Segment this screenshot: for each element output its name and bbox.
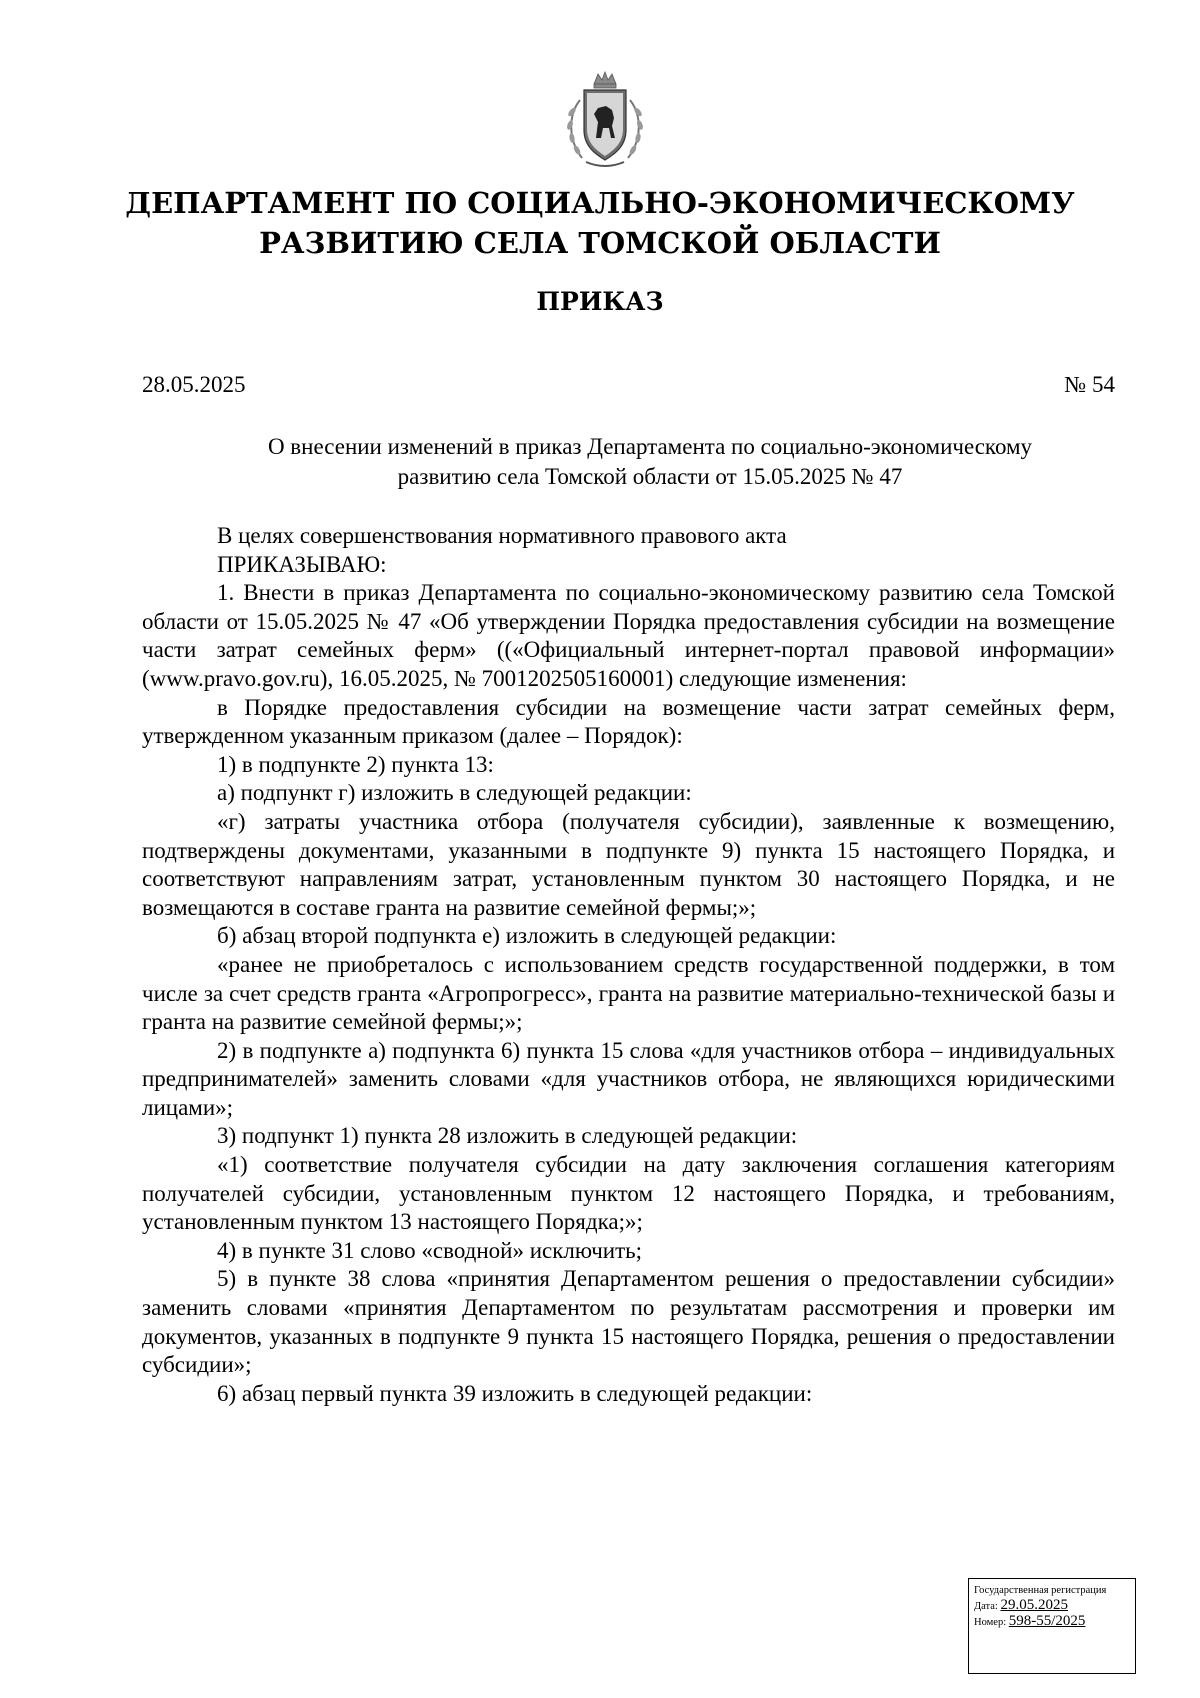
paragraph-subitem-6: 6) абзац первый пункта 39 изложить в следующей редакции: <box>217 1380 813 1406</box>
paragraph-order-word: ПРИКАЗЫВАЮ: <box>217 551 387 577</box>
paragraph-subitem-1: 1) в подпункте 2) пункта 13: <box>217 751 494 777</box>
organization-title-line-1: ДЕПАРТАМЕНТ ПО СОЦИАЛЬНО-ЭКОНОМИЧЕСКОМУ <box>125 186 1075 220</box>
paragraph-quote-compliance: «1) соответствие получателя субсидии на дату заключения соглашения категориям получателей субсидии, установленным пунктом 12 настоящего Порядка, и требованиям, установленным пунктом 13 настоящего Порядка;»; <box>142 1152 1115 1235</box>
coat-of-arms-emblem <box>560 70 650 172</box>
order-body <box>142 522 1115 1408</box>
stamp-number-value: 598-55/2025 <box>1008 1613 1086 1629</box>
organization-title-line-2: РАЗВИТИЮ СЕЛА ТОМСКОЙ ОБЛАСТИ <box>259 226 941 260</box>
stamp-number-label: Номер: <box>974 1617 1007 1628</box>
paragraph-subitem-5: 5) в пункте 38 слова «принятия Департаментом решения о предоставлении субсидии» заменить словами «принятия Департаментом по результатам рассмотрения и проверки им документов, указанных в подпункте 9 пункта 15 настоящего Порядка, решения о предоставлении субсидии»; <box>142 1266 1115 1378</box>
stamp-title: Государственная регистрация <box>974 1585 1107 1596</box>
paragraph-subitem-1b: б) абзац второй подпункта е) изложить в следующей редакции: <box>217 923 837 949</box>
organization-title <box>100 183 1100 263</box>
stamp-date-value: 29.05.2025 <box>1000 1597 1068 1613</box>
document-type: ПРИКАЗ <box>536 287 664 316</box>
paragraph-procedure-changes: в Порядке предоставления субсидии на возмещение части затрат семейных ферм, утвержденном указанным приказом (далее – Порядок): <box>142 694 1115 749</box>
order-number: № 54 <box>1064 372 1115 397</box>
paragraph-quote-previously: «ранее не приобреталось с использованием средств государственной поддержки, в том числе за счет средств гранта «Агропрогресс», гранта на развитие материально-технической базы и гранта на развитие семейной фермы;»; <box>142 951 1115 1035</box>
registration-stamp <box>968 1578 1136 1674</box>
paragraph-subitem-1a: а) подпункт г) изложить в следующей редакции: <box>217 780 692 806</box>
order-date: 28.05.2025 <box>142 372 246 397</box>
order-subject-line-2: развитию села Томской области от 15.05.2025 № 47 <box>397 464 903 489</box>
paragraph-purpose: В целях совершенствования нормативного правового акта <box>217 523 787 548</box>
paragraph-quote-g: «г) затраты участника отбора (получателя субсидии), заявленные к возмещению, подтверждены документами, указанными в подпункте 9) пункта 15 настоящего Порядка, и соответствуют направлениям затрат, установленным пунктом 30 настоящего Порядка, и не возмещаются в составе гранта на развитие семейной фермы;»; <box>142 808 1115 920</box>
paragraph-item-1: 1. Внести в приказ Департамента по социально-экономическому развитию села Томской области от 15.05.2025 № 47 «Об утверждении Порядка предоставления субсидии на возмещение части затрат семейных ферм» ((«Официальный интернет-портал правовой информации» (www.pravo.gov.ru), 16.05.2025, № 7001202505160001) следующие изменения: <box>142 580 1115 691</box>
stamp-date-label: Дата: <box>974 1601 998 1612</box>
paragraph-subitem-4: 4) в пункте 31 слово «сводной» исключить; <box>217 1237 643 1263</box>
order-subject <box>180 432 1120 492</box>
paragraph-subitem-2: 2) в подпункте а) подпункта 6) пункта 15 слова «для участников отбора – индивидуальных предпринимателей» заменить словами «для участников отбора, не являющихся юридическими лицами»; <box>142 1037 1115 1120</box>
order-subject-line-1: О внесении изменений в приказ Департамента по социально-экономическому <box>267 434 1033 459</box>
paragraph-subitem-3: 3) подпункт 1) пункта 28 изложить в следующей редакции: <box>217 1123 798 1149</box>
